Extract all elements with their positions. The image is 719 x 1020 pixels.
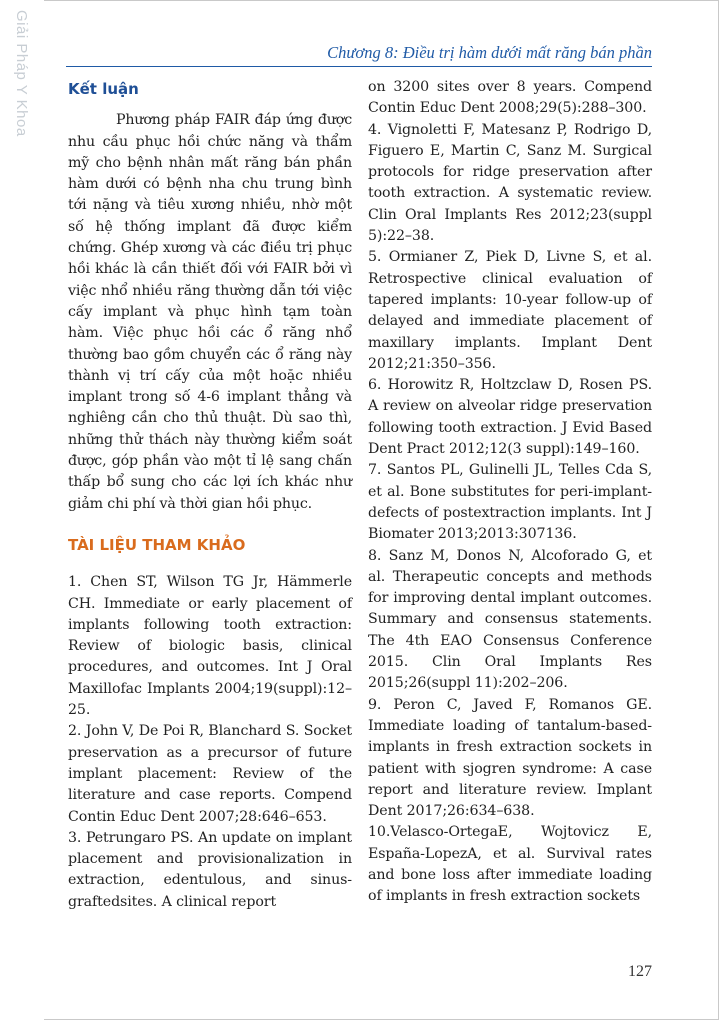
reference-item: 5. Ormianer Z, Piek D, Livne S, et al. Retrospective clinical evaluation of tapered implants: 10-year follow-up of delayed and immediate placement of maxillary implants. Implant Dent 2012;21:350–356. — [368, 249, 652, 372]
left-column — [68, 77, 352, 913]
header-rule — [66, 66, 652, 67]
reference-item-continued: on 3200 sites over 8 years. Compend Contin Educ Dent 2008;29(5):288–300. — [368, 79, 652, 117]
reference-item: 6. Horowitz R, Holtzclaw D, Rosen PS. A review on alveolar ridge preservation following tooth extraction. J Evid Based Dent Pract 2012;12(3 suppl):149–160. — [368, 377, 652, 458]
reference-item: 8. Sanz M, Donos N, Alcoforado G, et al. Therapeutic concepts and methods for improving dental implant outcomes. Summary and consensus statements. The 4th EAO Consensus Conference 2015. Clin Oral Implants Res 2015;26(suppl 11):202–206. — [368, 547, 652, 692]
reference-item: 4. Vignoletti F, Matesanz P, Rodrigo D, Figuero E, Martin C, Sanz M. Surgical protocols for ridge preservation after tooth extraction. A systematic review. Clin Oral Implants Res 2012;23(suppl 5):22–38. — [368, 121, 652, 245]
reference-item: 7. Santos PL, Gulinelli JL, Telles Cda S, et al. Bone substitutes for peri-implant-defects of postextraction implants. Int J Biomater 2013;2013:307136. — [368, 462, 652, 543]
side-tab-text: Giải Pháp Y Khoa — [13, 10, 30, 137]
right-column — [368, 77, 652, 908]
reference-item: 9. Peron C, Javed F, Romanos GE. Immediate loading of tantalum-based-implants in fresh extraction sockets in patient with sjogren syndrome: A case report and literature review. Implant Dent 2017;26:634–638. — [368, 696, 652, 820]
chapter-header: Chương 8: Điều trị hàm dưới mất răng bán phần — [327, 43, 652, 62]
conclusion-heading: Kết luận — [68, 80, 139, 98]
page-number: 127 — [628, 963, 652, 980]
side-tab — [0, 0, 44, 1020]
reference-item: 10.Velasco-OrtegaE, Wojtovicz E, España-LopezA, et al. Survival rates and bone loss after immediate loading of implants in fresh extraction sockets — [368, 824, 652, 905]
reference-item: 1. Chen ST, Wilson TG Jr, Hämmerle CH. Immediate or early placement of implants following tooth extraction: Review of biologic basis, clinical procedures, and outcomes. Int J Oral Maxillofac Implants 2004;19(suppl):12–25. — [68, 574, 352, 719]
conclusion-paragraph: Phương pháp FAIR đáp ứng được nhu cầu phục hồi chức năng và thẩm mỹ cho bệnh nhân mất răng bán phần hàm dưới có bệnh nha chu trung bình tới nặng và tiêu xương nhiều, nhờ một số hệ thống implant đã được kiểm chứng. Ghép xương và các điều trị phục hồi khác là cần thiết đối với FAIR bởi vì việc nhổ nhiều răng thường dẫn tới việc cấy implant và phục hình tạm toàn hàm. Việc phục hồi các ổ răng nhổ thường bao gồm chuyển các ổ răng này thành vị trí cấy của một hoặc nhiều implant trong số 4-6 implant thẳng và nghiêng cần cho thủ thuật. Dù sao thì, những thử thách này thường kiểm soát được, góp phần vào một tỉ lệ sang chấn thấp bổ sung cho các lợi ích khác như giảm chi phí và thời gian hồi phục. — [68, 112, 352, 512]
reference-item: 3. Petrungaro PS. An update on implant placement and provisionalization in extraction, edentulous, and sinus-graftedsites. A clinical report — [68, 829, 352, 910]
reference-item: 2. John V, De Poi R, Blanchard S. Socket preservation as a precursor of future implant placement: Review of the literature and case reports. Compend Contin Educ Dent 2007;28:646–653. — [68, 723, 352, 825]
references-heading: TÀI LIỆU THAM KHẢO — [68, 535, 246, 554]
